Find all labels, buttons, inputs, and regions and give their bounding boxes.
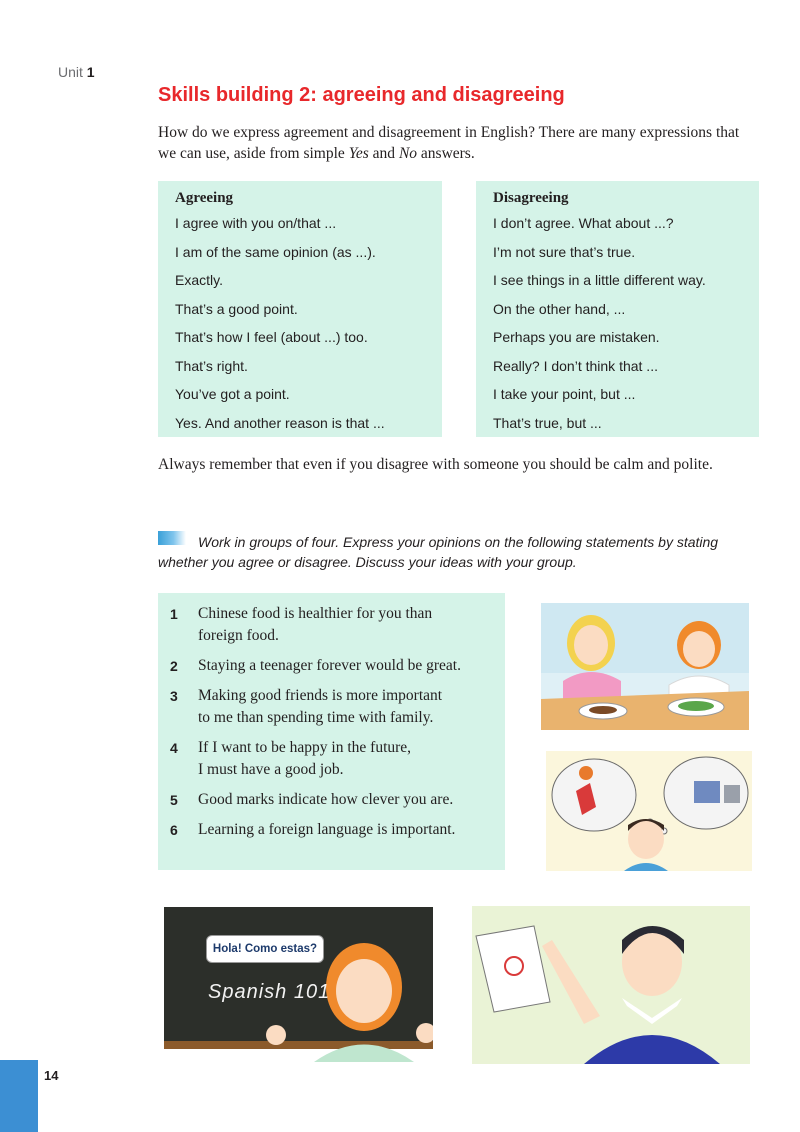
teacher-blackboard-illustration bbox=[164, 907, 433, 1062]
statement-number: 4 bbox=[170, 740, 178, 756]
statement-text: If I want to be happy in the future, I must have a good job. bbox=[198, 739, 412, 778]
agreeing-heading: Agreeing bbox=[175, 190, 234, 206]
disagreeing-phrase: On the other hand, ... bbox=[493, 300, 626, 317]
disagreeing-phrase: I’m not sure that’s true. bbox=[493, 243, 636, 260]
agreeing-phrase: That’s a good point. bbox=[175, 300, 298, 317]
intro-and: and bbox=[368, 145, 399, 162]
statement-item bbox=[170, 819, 505, 841]
speech-bubble-text: Hola! Como estas? bbox=[212, 943, 318, 955]
statement-text: Chinese food is healthier for you than foreign food. bbox=[198, 605, 433, 644]
disagreeing-heading: Disagreeing bbox=[493, 190, 569, 206]
disagreeing-phrase: I don’t agree. What about ...? bbox=[493, 215, 674, 231]
statement-text: Making good friends is more important to me than spending time with family. bbox=[198, 687, 443, 726]
statement-item bbox=[170, 655, 505, 677]
intro-paragraph bbox=[158, 122, 758, 164]
disagreeing-phrase: Perhaps you are mistaken. bbox=[493, 329, 660, 345]
agreeing-phrase: I am of the same opinion (as ...). bbox=[175, 243, 376, 260]
disagreeing-phrase: I take your point, but ... bbox=[493, 386, 636, 402]
boy-dreaming-illustration bbox=[546, 751, 752, 871]
statement-number: 3 bbox=[170, 688, 178, 704]
reminder-paragraph: Always remember that even if you disagree with someone you should be calm and polite. bbox=[158, 456, 713, 473]
statement-text: Learning a foreign language is important. bbox=[198, 821, 456, 838]
chalk-text: Spanish 101 bbox=[208, 981, 331, 1003]
disagreeing-phrase: Really? I don’t think that ... bbox=[493, 357, 658, 374]
agreeing-list bbox=[175, 213, 442, 441]
statement-item bbox=[170, 603, 505, 647]
statement-number: 1 bbox=[170, 606, 178, 622]
intro-no: No bbox=[398, 145, 418, 162]
statement-item bbox=[170, 789, 505, 811]
statement-item bbox=[170, 685, 505, 729]
agreeing-phrase: Yes. And another reason is that ... bbox=[175, 414, 385, 431]
statement-number: 5 bbox=[170, 792, 178, 808]
agreeing-phrase: Exactly. bbox=[175, 272, 223, 288]
agreeing-phrase: You’ve got a point. bbox=[175, 386, 290, 402]
task-instruction: Work in groups of four. Express your opinions on the following statements by stating whether you agree or disagree. Discuss your ideas with your group. bbox=[158, 534, 719, 570]
unit-number: 1 bbox=[86, 64, 95, 80]
statement-number: 6 bbox=[170, 822, 178, 838]
section-title: Skills building 2: agreeing and disagreeing bbox=[158, 84, 565, 106]
boy-with-test-paper-illustration bbox=[472, 906, 750, 1064]
statements-box bbox=[158, 593, 505, 870]
disagreeing-phrase: That’s true, but ... bbox=[493, 414, 602, 431]
agreeing-box bbox=[158, 181, 442, 437]
statement-text: Good marks indicate how clever you are. bbox=[198, 791, 454, 808]
intro-text-1: How do we express agreement and disagreement in English? There are many expressions that we can use, aside from simple bbox=[158, 124, 740, 162]
girls-eating-illustration bbox=[541, 603, 749, 730]
statement-item bbox=[170, 737, 505, 781]
page-tab bbox=[0, 1060, 38, 1132]
statement-number: 2 bbox=[170, 658, 178, 674]
agreeing-phrase: That’s how I feel (about ...) too. bbox=[175, 329, 368, 345]
agreeing-phrase: That’s right. bbox=[175, 357, 248, 374]
intro-text-2: answers. bbox=[417, 145, 475, 162]
speech-bubble bbox=[206, 935, 324, 963]
disagreeing-box bbox=[476, 181, 759, 437]
disagreeing-list bbox=[493, 213, 759, 441]
disagreeing-phrase: I see things in a little different way. bbox=[493, 272, 706, 288]
intro-yes: Yes bbox=[348, 145, 369, 162]
unit-word: Unit bbox=[58, 64, 83, 80]
statement-text: Staying a teenager forever would be great. bbox=[198, 657, 461, 674]
agreeing-phrase: I agree with you on/that ... bbox=[175, 215, 337, 231]
unit-label bbox=[58, 64, 95, 80]
page-number: 14 bbox=[44, 1068, 59, 1083]
